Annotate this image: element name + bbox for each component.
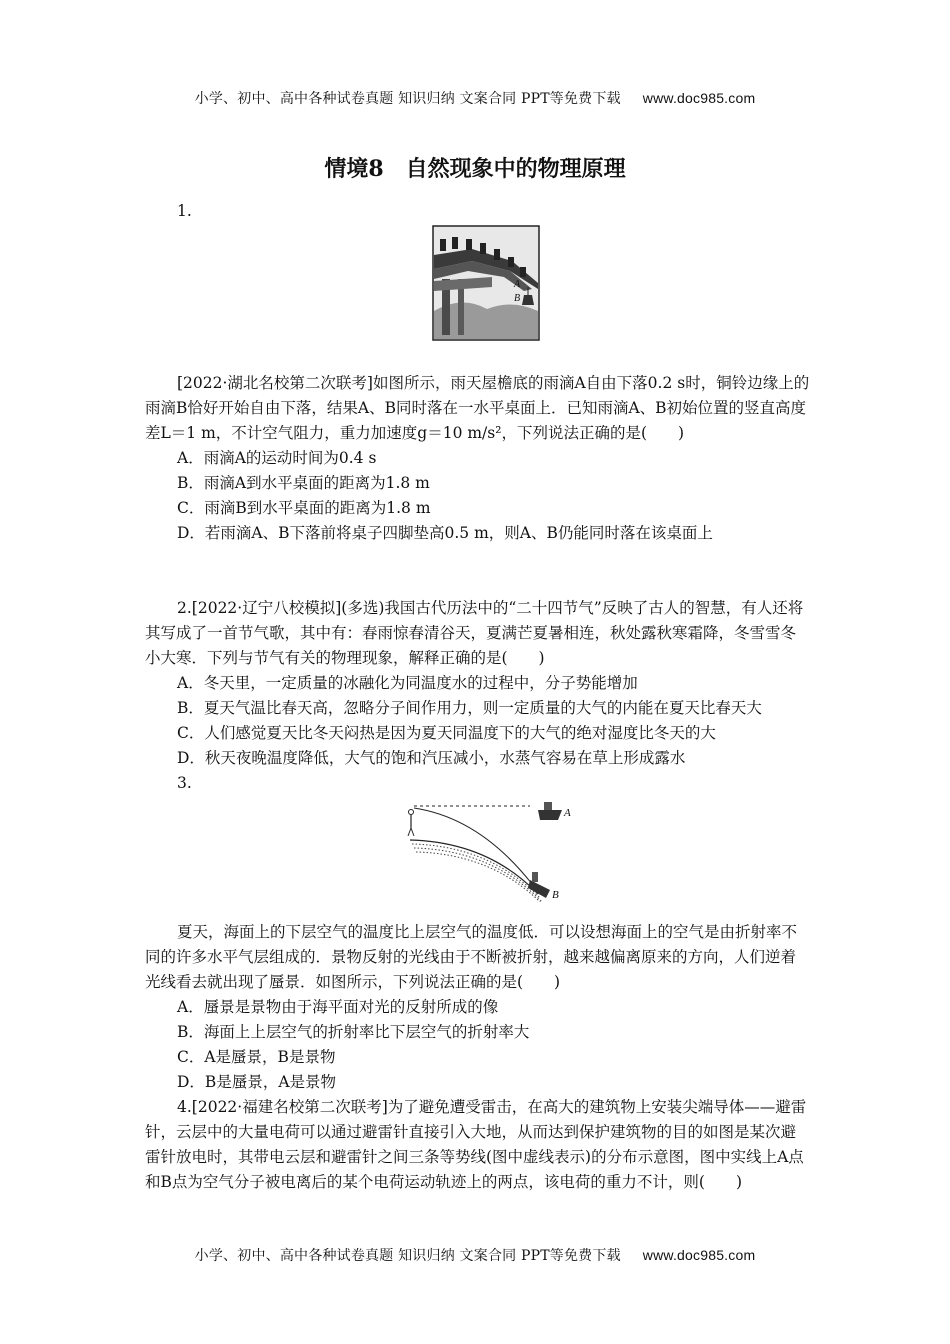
question-4-stem: 4.[2022·福建名校第二次联考]为了避免遭受雷击，在高大的建筑物上安装尖端导体——避雷针，云层中的大量电荷可以通过避雷针直接引入大地，从而达到保护建筑物的目的如图是某次避雷针放电时，其带电云层和避雷针之间三条等势线(图中虚线表示)的分布示意图，图中实线上A点和B点为空气分子被电离后的某个电荷运动轨迹上的两点，该电荷的重力不计，则( ) [145,1098,807,1191]
question-2-source: [2022·辽宁八校模拟] [191,599,342,617]
q2-option-c: C．人们感觉夏天比冬天闷热是因为夏天同温度下的大气的绝对湿度比冬天的大 [177,724,716,742]
footer-text: 小学、初中、高中各种试卷真题 知识归纳 文案合同 PPT等免费下载 [194,1248,621,1264]
q2-option-b: B．夏天气温比春天高，忽略分子间作用力，则一定质量的大气的内能在夏天比春天大 [177,699,762,717]
roof-eave-figure [432,225,540,341]
q3-option-b: B．海面上上层空气的折射率比下层空气的折射率大 [177,1023,530,1041]
q1-option-b: B．雨滴A到水平桌面的距离为1.8 m [177,474,430,492]
q2-option-a: A．冬天里，一定质量的冰融化为同温度水的过程中，分子势能增加 [177,674,638,692]
q1-option-a: A．雨滴A的运动时间为0.4 s [177,449,377,467]
page-footer [0,1245,950,1265]
header-text: 小学、初中、高中各种试卷真题 知识归纳 文案合同 PPT等免费下载 [194,91,621,107]
fig3-label-a: A [564,807,571,819]
fig3-label-b: B [552,889,559,901]
question-4 [145,1095,810,1195]
question-4-source: [2022·福建名校第二次联考] [191,1098,388,1116]
fig1-label-b: B [514,293,521,304]
question-3-stem: 夏天，海面上的下层空气的温度比上层空气的温度低．可以设想海面上的空气是由折射率不同的许多水平气层组成的．景物反射的光线由于不断被折射，越来越偏离原来的方向，人们逆着光线看去就出现了蜃景．如图所示，下列说法正确的是( ) [145,923,798,991]
q1-option-d: D．若雨滴A、B下落前将桌子四脚垫高0.5 m，则A、B仍能同时落在该桌面上 [177,524,713,542]
question-1-source: [2022·湖北名校第二次联考] [177,374,373,392]
question-3 [145,920,810,1095]
q3-option-d: D．B是蜃景，A是景物 [177,1073,337,1091]
page-title: 情境8 自然现象中的物理原理 [324,156,626,182]
question-2 [145,596,810,796]
question-1-number: 1. [177,202,192,220]
question-1-stem: [2022·湖北名校第二次联考]如图所示，雨天屋檐底的雨滴A自由下落0.2 s时，铜铃边缘上的雨滴B恰好开始自由下落，结果A、B同时落在一水平桌面上．已知雨滴A、B初始位置的竖直高度差L＝1 m，不计空气阻力，重力加速度g＝10 m/s²，下列说法正确的是( ) [145,374,810,442]
q3-option-c: C．A是蜃景，B是景物 [177,1048,336,1066]
page-header [0,88,950,108]
question-1 [145,371,810,546]
question-2-stem: 2.[2022·辽宁八校模拟](多选)我国古代历法中的“二十四节气”反映了古人的智慧，有人还将其写成了一首节气歌，其中有：春雨惊春清谷天，夏满芒夏暑相连，秋处露秋寒霜降，冬雪雪冬小大寒．下列与节气有关的物理现象，解释正确的是( ) [145,599,804,667]
mirage-figure [400,798,580,902]
question-3-number: 3. [177,774,192,792]
fig1-label-a: A [514,279,521,290]
header-site: www.doc985.com [642,90,756,106]
footer-site: www.doc985.com [642,1247,756,1263]
q1-option-c: C．雨滴B到水平桌面的距离为1.8 m [177,499,431,517]
q3-option-a: A．蜃景是景物由于海平面对光的反射所成的像 [177,998,499,1016]
q2-option-d: D．秋天夜晚温度降低，大气的饱和汽压减小，水蒸气容易在草上形成露水 [177,749,686,767]
